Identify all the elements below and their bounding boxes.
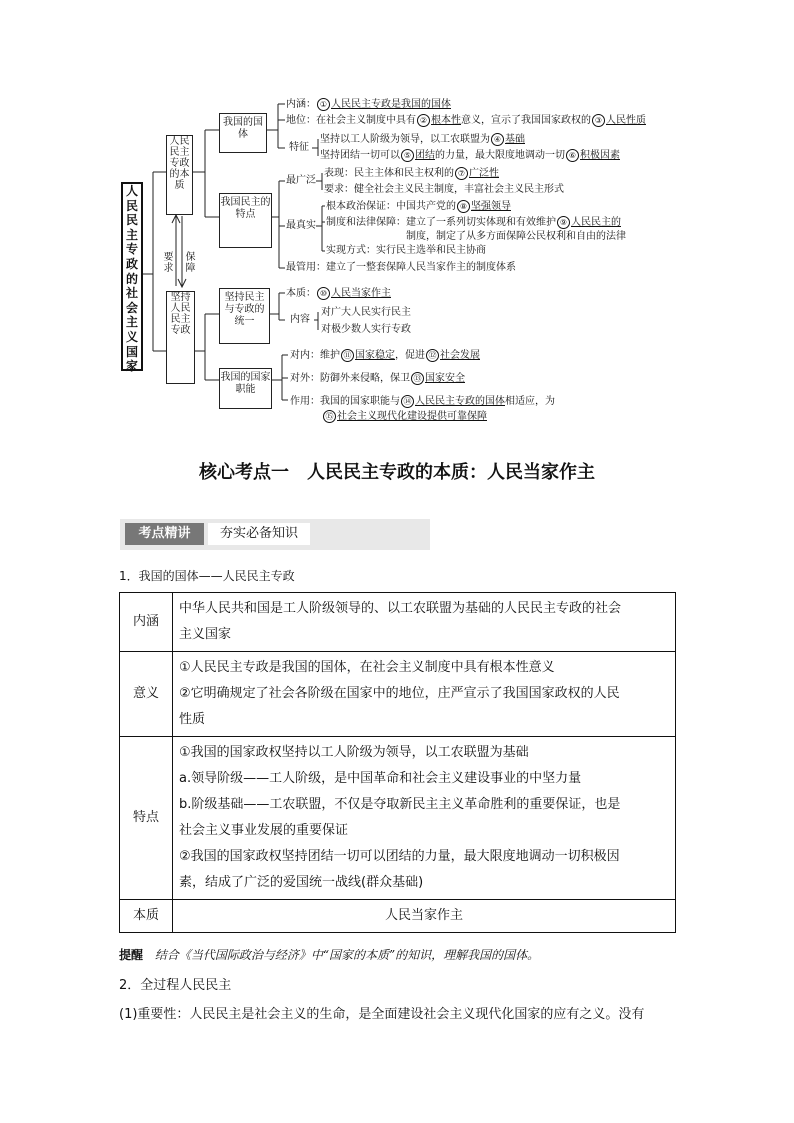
mindmap-zgf: 最广泛: [286, 175, 316, 186]
table-cell: 人民当家作主: [173, 900, 676, 933]
mindmap-yaoqiu2: 要求：健全社会主义民主制度，丰富社会主义民主形式: [324, 184, 564, 195]
mindmap-function-label: 我国的国家职能: [220, 372, 271, 395]
mindmap-zhidu: 制度和法律保障：建立了一系列切实体现和有效维护 ⑨ 人民民主的: [326, 217, 621, 228]
mindmap-nr1: 对广大人民实行民主: [321, 307, 411, 318]
mindmap-neirong: 内容: [290, 314, 310, 325]
mindmap-duiwai: 对外：防御外来侵略，保卫 ⑬ 国家安全: [290, 373, 465, 384]
mindmap-benzhi: 本质： ⑩ 人民当家作主: [286, 288, 391, 299]
tip: [119, 946, 539, 963]
mindmap-neihan: 内涵： ① 人民民主专政是我国的国体: [286, 99, 451, 110]
mindmap-shixian: 实现方式：实行民主选举和民主协商: [326, 245, 486, 256]
tip-text: 结合《当代国际政治与经济》中“国家的本质”的知识，理解我国的国体。: [154, 948, 540, 962]
mindmap-guoti-box: [219, 113, 267, 153]
table-head-cell: 内涵: [120, 593, 173, 652]
mindmap-unity-box: [219, 288, 270, 344]
mindmap-nr2: 对极少数人实行专政: [321, 324, 411, 335]
mindmap-zzs: 最真实: [286, 220, 316, 231]
mindmap-features-box: [219, 193, 272, 248]
section2-title: 2．全过程人民民主: [119, 978, 232, 993]
table-row: [120, 593, 676, 652]
table-cell: ①人民民主专政是我国的国体，在社会主义制度中具有根本性意义 ②它明确规定了社会各阶级在国家中的地位，庄严宣示了我国国家政权的人民 性质: [173, 652, 676, 737]
mindmap-baozhang-label: 保障: [185, 252, 196, 274]
mindmap-tz2: 坚持团结一切可以 ⑤ 团结的力量，最大限度地调动一切 ⑥ 积极因素: [320, 150, 620, 161]
banner-tag: 考点精讲: [125, 523, 204, 545]
mindmap-guoti-label: 我国的国体: [223, 117, 263, 140]
banner: [120, 519, 430, 550]
mindmap-zuoyong2: ⑮ 社会主义现代化建设提供可靠保障: [322, 410, 487, 423]
mindmap-genben: 根本政治保证：中国共产党的 ⑧ 坚强领导: [326, 201, 511, 212]
mindmap-zuoyong: 作用：我国的国家职能与 ⑭ 人民民主专政的国体相适应，为: [290, 396, 555, 407]
mindmap-duinei: 对内：维护 ⑪ 国家稳定，促进 ⑫ 社会发展: [290, 350, 480, 361]
table-head-cell: 本质: [120, 900, 173, 933]
table-cell: ①我国的国家政权坚持以工人阶级为领导，以工农联盟为基础 a.领导阶级——工人阶级，是中国革命和社会主义建设事业的中坚力量 b.阶级基础——工农联盟，不仅是夺取新民主主义革命胜利的重要保证，也是 社会主义事业发展的重要保证 ②我国的国家政权坚持团结一切可以团结的力量，最大限度地调动一切积极因 素，结成了广泛的爱国统一战线(群众基础): [173, 737, 676, 900]
section-heading: 核心考点一 人民民主专政的本质：人民当家作主: [199, 462, 595, 483]
paragraph-1: (1)重要性：人民民主是社会主义的生命，是全面建设社会主义现代化国家的应有之义。没有: [119, 1007, 645, 1022]
mindmap-features-label: 我国民主的特点: [220, 197, 271, 220]
mindmap-root-label: 人民民主专政的社会主义国家: [125, 184, 138, 374]
table-row: [120, 652, 676, 737]
mindmap-unity-label: 坚持民主与专政的统一: [224, 292, 265, 327]
mindmap-function-box: [219, 368, 272, 409]
banner-subtitle: 夯实必备知识: [208, 523, 310, 545]
mindmap-nature-label: 人民民主专政的本质: [169, 136, 190, 191]
mindmap-biaoxian: 表现：民主主体和民主权利的 ⑦ 广泛性: [324, 168, 499, 179]
mindmap-adhere-label: 坚持人民民主专政: [170, 292, 191, 336]
mindmap-nature-box: [166, 135, 193, 215]
knowledge-table: [119, 592, 676, 933]
mindmap-diwei: 地位：在社会主义制度中具有 ② 根本性意义，宣示了我国国家政权的 ③ 人民性质: [286, 115, 646, 126]
mindmap-zgy: 最管用：建立了一整套保障人民当家作主的制度体系: [286, 262, 516, 273]
mindmap-tezheng: 特征: [289, 142, 309, 153]
table-row: [120, 900, 676, 933]
section1-title: 1．我国的国体——人民民主专政: [119, 569, 295, 583]
mindmap-tz1: 坚持以工人阶级为领导，以工农联盟为 ④ 基础: [320, 134, 525, 145]
mindmap-yaoqiu-label: 要求: [163, 252, 174, 274]
mindmap-zhidu2: 制度，制定了从多方面保障公民权利和自由的法律: [406, 231, 626, 242]
mindmap-root-box: [121, 182, 143, 374]
mindmap-adhere-box: [166, 291, 195, 384]
table-head-cell: 特点: [120, 737, 173, 900]
table-head-cell: 意义: [120, 652, 173, 737]
table-row: [120, 737, 676, 900]
table-cell: 中华人民共和国是工人阶级领导的、以工农联盟为基础的人民民主专政的社会 主义国家: [173, 593, 676, 652]
tip-label: 提醒: [119, 948, 144, 962]
